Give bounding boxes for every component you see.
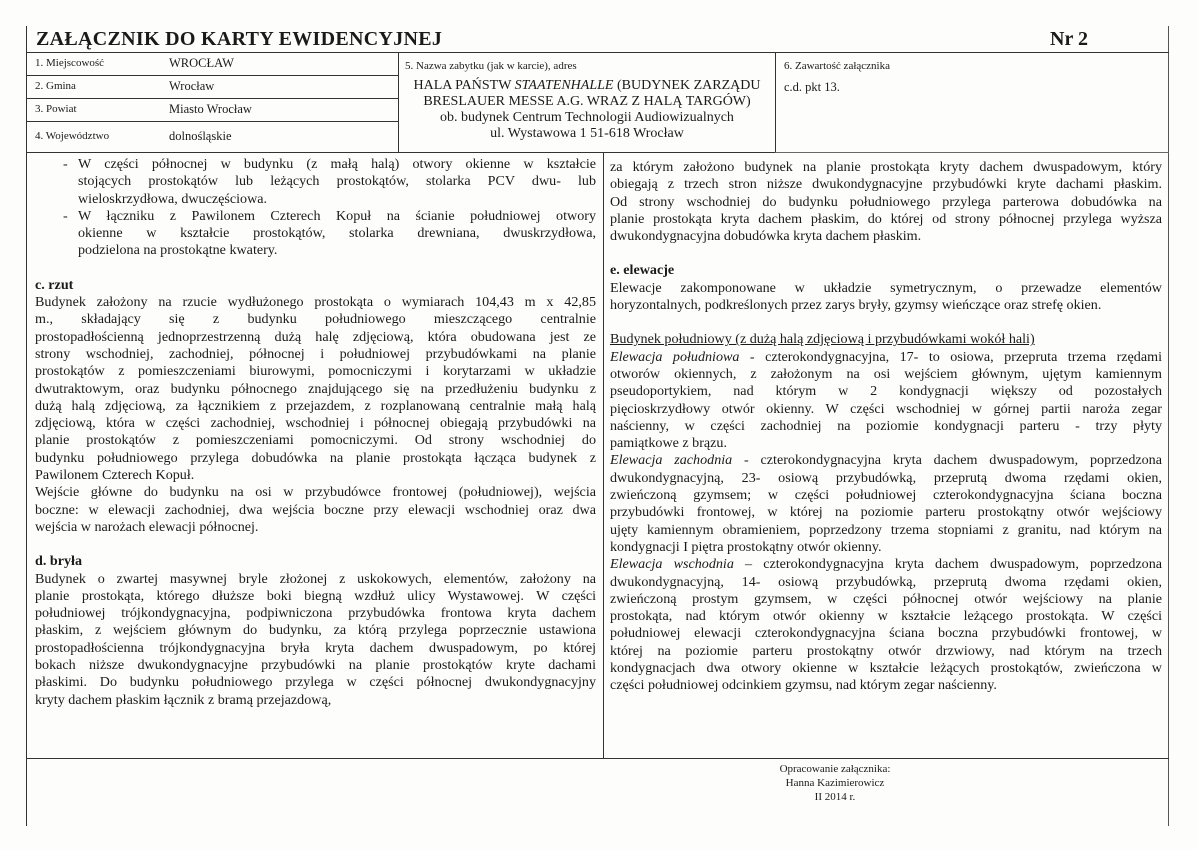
- east-elevation-first-line: [610, 556, 1162, 573]
- page-frame-left: [26, 26, 27, 826]
- text-line: planie prostokąta kryta dachem płaskim, do której od strony północnej przylega wyższa: [610, 210, 1162, 227]
- author-name: Hanna Kazimierowicz: [785, 777, 885, 789]
- text-line: Pawilonem Czterech Kopuł.: [35, 467, 195, 484]
- text-line: stojących prostokątów lub leżących prostokątów, stolarka PCV dwu- lub: [78, 173, 596, 190]
- text-line: południowej elewacji czterokondygnacyjna ściana boczna przybudówki frontowej, w: [610, 625, 1162, 642]
- text-line: płaskim, z wejściem głównym do budynku, za którą przylega poprzecznie ustawiona: [35, 622, 596, 639]
- text-line: zwieńczoną prostym gzymsem, w części północnej otwór wejściowy na planie: [610, 590, 1162, 607]
- monument-line-1: [400, 78, 774, 94]
- text-line: dwukondygnacyjną, 14- osiową przybudówką, przeprutą dwoma rzędami okien,: [610, 573, 1162, 590]
- text-line: zdjęciową, która w części zachodniej, wschodniej i północnej obiegają przybudówki na: [35, 415, 596, 432]
- text-line: Elewacje zakomponowane w układzie symetrycznym, o przewadze elementów: [610, 279, 1162, 296]
- meta-label: 3. Powiat: [35, 103, 77, 115]
- text-line: dużą halą zdjęciową, za łącznikiem z przejazdem, z rozplanowaną centralnie małą halą: [35, 397, 596, 414]
- text-fragment: - czterokondygnacyjna kryta dachem dwuspadowym, poprzedzona: [732, 452, 1162, 469]
- text-line: Od strony wschodniej do budynku południowego przylega parterowa dobudówka na: [610, 193, 1162, 210]
- column-divider: [603, 152, 604, 758]
- text-line: W części północnej w budynku (z małą halą) otwory okienne w kształcie: [78, 156, 596, 172]
- text-line: prostopadłościenną jednoprzestrzenną dużą halę zdjęciową, która obudowana jest ze: [35, 328, 596, 345]
- left-column: [35, 156, 596, 709]
- text-line: boczne: w elewacji zachodniej, dwa wejścia boczne przy elewacji wschodniej oraz dwa: [35, 501, 596, 518]
- header-divider-1: [398, 52, 399, 152]
- south-elevation-first-line: [610, 349, 1162, 366]
- text-line: części południowej odcinkiem gzymsu, nad którym zegar naścienny.: [610, 677, 997, 694]
- text-line: płaskimi. Do budynku południowego przylega w części północnej dwukondygnacyjny: [35, 674, 596, 691]
- section-e-heading: e. elewacje: [610, 262, 675, 279]
- monument-line-4: ul. Wystawowa 1 51-618 Wrocław: [490, 126, 684, 141]
- attachment-value: c.d. pkt 13.: [784, 80, 840, 94]
- text-line: naścienny, w części zachodniej na poziomie kondygnacji parteru - trzy płyty: [610, 417, 1162, 434]
- text-line: zwieńczoną gzymsem; w części południowej czterokondygnacyjna ściana boczna: [610, 487, 1162, 504]
- text-line: m., składający się z budynku południowego mieszczącego centralnie: [35, 311, 596, 328]
- text-line: ujęty kamiennym obramieniem, poprzedzony trzema stopniami z granitu, nad którym na: [610, 521, 1162, 538]
- west-elevation-label: Elewacja zachodnia: [610, 452, 733, 469]
- text-line: której na poziomie parteru prostokątny otwór drzwiowy, nad którym na trzech: [610, 642, 1162, 659]
- meta-row-locality: [27, 53, 398, 76]
- text-line: południowej trójkondygnacyjna, podpiwniczona przybudówka frontowa kryta dachem: [35, 605, 596, 622]
- text-line: dwukondygnacyjną, 23- osiową przybudówką, przeprutą dwoma rzędami okien,: [610, 469, 1162, 486]
- right-column: [610, 159, 1162, 695]
- text-line: przybudówki frontowej, w której na poziomie parteru prostokątny otwór wejściowy: [610, 504, 1162, 521]
- header-bottom-rule: [27, 152, 775, 153]
- section-c-heading: c. rzut: [35, 276, 74, 293]
- text-line: budynku południowego przylega dobudówka na planie prostokąta łącząca budynek z: [35, 449, 596, 466]
- author-block: [700, 762, 970, 804]
- header-bottom-rule-right: [775, 152, 1169, 153]
- document-title: ZAŁĄCZNIK DO KARTY EWIDENCYJNEJ: [36, 28, 443, 50]
- monument-line-3: ob. budynek Centrum Technologii Audiowizualnych: [440, 110, 734, 125]
- text-line: planie prostokąta, którego dłuższe boki biegną wzdłuż ulicy Wystawowej. W części: [35, 587, 596, 604]
- meta-row-voivodeship: [27, 122, 398, 144]
- section-d-heading: d. bryła: [35, 553, 82, 570]
- bullet-north-windows: - W części północnej w budynku (z małą halą) otwory okienne w kształcie: [63, 156, 596, 172]
- text-line: wieloskrzydłowa, dwuczęściowa.: [78, 190, 268, 207]
- text-line: dwukondygnacyjna dobudówka kryta dachem płaskim.: [610, 228, 922, 245]
- text-line: pseudoportykiem, nad którym w 2 kondygnacji większy od pozostałych: [610, 383, 1162, 400]
- attachment-label: 6. Zawartość załącznika: [784, 60, 890, 72]
- west-elevation-first-line: [610, 452, 1162, 469]
- text-line: planie prostokątów z pomieszczeniami pomocniczymi. Od strony wschodniej do: [35, 432, 596, 449]
- text-line: Budynek o zwartej masywnej bryle złożonej z uskokowych, elementów, założony na: [35, 570, 596, 587]
- meta-row-county: [27, 99, 398, 122]
- text-line: okienne w kształcie prostokątów, stolarka drewniana, dwuskrzydłowa,: [78, 225, 596, 242]
- text-line: W łączniku z Pawilonem Czterech Kopuł na ścianie południowej otwory: [78, 207, 596, 224]
- monument-line-1-italic: STAATENHALLE: [514, 78, 614, 93]
- text-line: pięcioskrzydłowy otwór okienny. W części wschodniej w górnej partii naroża zegar: [610, 400, 1162, 417]
- document-number: Nr 2: [1050, 28, 1088, 50]
- east-elevation-label: Elewacja wschodnia: [610, 556, 734, 573]
- meta-label: 2. Gmina: [35, 80, 76, 92]
- footer-rule: [27, 758, 1169, 759]
- meta-label: 4. Województwo: [35, 130, 110, 142]
- meta-value: WROCŁAW: [169, 56, 234, 70]
- text-line: prostokątów z pomieszczeniami biurowymi, pomocniczymi i korytarzami w układzie: [35, 363, 596, 380]
- monument-label: 5. Nazwa zabytku (jak w karcie), adres: [405, 60, 577, 72]
- south-elevation-label: Elewacja południowa: [610, 348, 740, 365]
- meta-label: 1. Miejscowość: [35, 57, 105, 69]
- text-line: kryty dachem płaskim łącznik z bramą przejazdową,: [35, 691, 332, 708]
- text-line: Budynek założony na rzucie wydłużonego prostokąta o wymiarach 104,43 m x 42,85: [35, 294, 596, 311]
- author-date: II 2014 r.: [814, 791, 856, 803]
- text-line: obiegają z trzech stron niższe dwukondygnacyjne przybudówki kryte dachami płaskim.: [610, 176, 1162, 193]
- monument-line-2: BRESLAUER MESSE A.G. WRAZ Z HALĄ TARGÓW): [423, 94, 751, 109]
- meta-value: Miasto Wrocław: [169, 102, 252, 116]
- monument-line-1-post: (BUDYNEK ZARZĄDU: [613, 78, 761, 93]
- text-line: za którym założono budynek na planie prostokąta kryty dachem dwuspadowym, który: [610, 159, 1162, 175]
- meta-value: Wrocław: [169, 79, 215, 93]
- text-line: prostokąta, nad którym otwór okienny w kształcie leżącego prostokąta. W części: [610, 608, 1162, 625]
- text-line: kondygnacjach dwa otwory okienne w kształcie leżących prostokątów, zwieńczona w: [610, 660, 1162, 677]
- text-line: bokach niższe dwukondygnacyjne przybudówki na planie prostokątów kryte dachami: [35, 657, 596, 674]
- text-line: horyzontalnych, podkreślonych przez zarys bryły, gzymsy wieńczące oraz strefę okien.: [610, 297, 1102, 314]
- page-frame-right: [1168, 26, 1169, 826]
- text-fragment: – czterokondygnacyjna kryta dachem dwuspadowym, poprzedzona: [733, 556, 1162, 573]
- text-line: podzielona na prostokątne kwatery.: [78, 242, 278, 259]
- text-line: Wejście główne do budynku na osi w przybudówce frontowej (południowej), wejścia: [35, 484, 596, 501]
- bullet-connector-windows: - W łączniku z Pawilonem Czterech Kopuł na ścianie południowej otwory: [63, 207, 596, 224]
- meta-value: dolnośląskie: [169, 129, 232, 143]
- text-line: strony wschodniej, zachodniej, północnej i południowej przybudówkami na planie: [35, 345, 596, 362]
- text-fragment: - czterokondygnacyjna, 17- to osiowa, przepruta trzema rzędami: [739, 348, 1162, 365]
- text-line: otworów okiennych, z założonym na osi wejściem głównym, ujętym kamiennym: [610, 365, 1162, 382]
- text-line: dwutraktowym, oraz budynku północnego znajdującego się na przedłużeniu budynku z: [35, 380, 596, 397]
- monument-line-1-pre: HALA PAŃSTW: [413, 78, 515, 93]
- text-line: pamiątkowe z brązu.: [610, 435, 728, 452]
- text-line: kondygnacji I piętra prostokątny otwór okienny.: [610, 538, 882, 555]
- header-divider-2: [775, 52, 776, 152]
- text-line: wejścia w narożach elewacji północnej.: [35, 518, 259, 535]
- south-building-subheading: Budynek południowy (z dużą halą zdjęciową i przybudówkami wokół hali): [610, 331, 1035, 348]
- meta-row-commune: [27, 76, 398, 99]
- text-line: prostopadłościenna trójkondygnacyjna bryła kryta dachem dwuspadowym, po której: [35, 639, 596, 656]
- monument-name-address: [400, 78, 774, 142]
- author-caption: Opracowanie załącznika:: [779, 763, 891, 775]
